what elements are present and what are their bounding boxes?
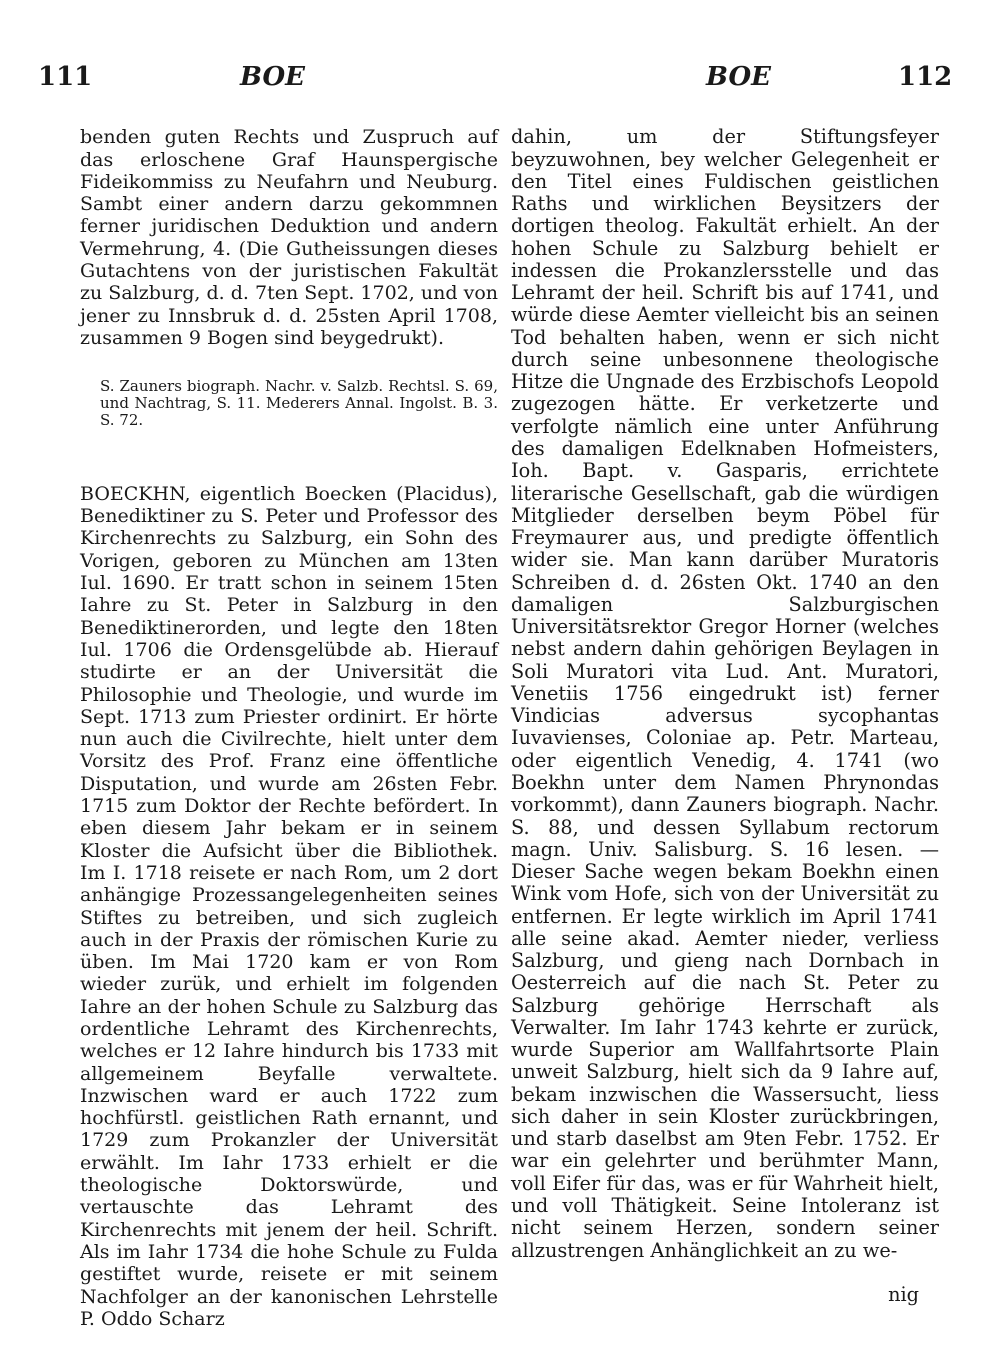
catchword: nig bbox=[888, 1283, 919, 1307]
right-column bbox=[511, 104, 939, 1329]
page-number-right: 112 bbox=[898, 62, 953, 92]
running-head-right: BOE bbox=[706, 62, 771, 92]
right-paragraph: dahin, um der Stiftungsfeyer beyzuwohnen, bey welcher Gelegenheit er den Titel eines Fuldischen geistlichen Raths und wirklichen Beysitzers der dortigen theolog. Fakultät erhielt. An der hohen Schule zu Salzburg behielt er indessen die Prokanzlersstelle und das Lehramt der heil. Schrift bis auf 1741, und würde diese Aemter vielleicht bis an seinen Tod behalten haben, wenn er sich nicht durch seine unbesonnene theologische Hitze die Ungnade des Erzbischofs Leopold zugezogen hätte. Er verketzerte und verfolgte nämlich eine unter Anführung des damaligen Edelknaben Hofmeisters, Ioh. Bapt. v. Gasparis, errichtete literarische Gesellschaft, gab die würdigen Mitglieder derselben beym Pöbel für Freymaurer aus, und predigte öffentlich wider sie. Man kann darüber Muratoris Schreiben d. d. 26sten Okt. 1740 an den damaligen Salzburgischen Universitätsrektor Gregor Horner (welches nebst andern dahin gehörigen Beylagen in Soli Muratori vita Lud. Ant. Muratori, Venetiis 1756 eingedrukt ist) ferner Vindicias adversus sycophantas Iuvavienses, Coloniae ap. Petr. Marteau, oder eigentlich Venedig, 4. 1741 (wo Boekhn unter dem Namen Phrynondas vorkommt), dann Zauners biograph. Nachr. S. 88, und dessen Syllabum rectorum magn. Univ. Salisburg. S. 16 lesen. — Dieser Sache wegen bekam Boekhn einen Wink vom Hofe, sich von der Universität zu entfernen. Er legte wirklich im April 1741 alle seine akad. Aemter nieder, verliess Salzburg, und gieng nach Dornbach in Oesterreich auf die nach St. Peter zu Salzburg gehörige Herrschaft als Verwalter. Im Iahr 1743 kehrte er zurück, wurde Superior am Wallfahrtsorte Plain unweit Salzburg, hielt sich da 9 Iahre auf, bekam inzwischen die Wassersucht, liess sich daher in sein Kloster zurückbringen, und starb daselbst am 9ten Febr. 1752. Er war ein gelehrter und berühmter Mann, voll Eifer für das, was er für Wahrheit hielt, und voll Thätigkeit. Seine Intoleranz ist nicht seinem Herzen, sondern seiner allzustrengen Anhänglichkeit an zu we- bbox=[511, 125, 939, 1262]
left-column bbox=[80, 104, 498, 1352]
left-paragraph-continuation: benden guten Rechts und Zuspruch auf das erloschene Graf Haunspergische Fideikommiss zu Neufahrn und Neuburg. Sambt einer andern darzu gekommnen ferner juridischen Deduktion und andern Vermehrung, 4. (Die Gutheissungen dieses Gutachtens von der juristischen Fakultät zu Salzburg, d. d. 7ten Sept. 1702, und von jener zu Innsbruk d. d. 25sten April 1708, zusammen 9 Bogen sind beygedrukt). bbox=[80, 126, 498, 349]
reference-note: S. Zauners biograph. Nachr. v. Salzb. Rechtsl. S. 69, und Nachtrag, S. 11. Mederers Annal. Ingolst. B. 3. S. 72. bbox=[100, 376, 498, 429]
entry-boeckhn: BOECKHN, eigentlich Boecken (Placidus), Benediktiner zu S. Peter und Professor des Kirchenrechts zu Salzburg, ein Sohn des Vorigen, geboren zu München am 13ten Iul. 1690. Er tratt schon in seinem 15ten Iahre zu St. Peter in Salzburg in den Benediktinerorden, und legte den 18ten Iul. 1706 die Ordensgelübde ab. Hierauf studirte er an der Universität die Philosophie und Theologie, und wurde im Sept. 1713 zum Priester ordinirt. Er hörte nun auch die Civilrechte, hielt unter dem Vorsitz des Prof. Franz eine öffentliche Disputation, und wurde am 26sten Febr. 1715 zum Doktor der Rechte befördert. In eben diesem Jahr bekam er in seinem Kloster die Aufsicht über die Bibliothek. Im I. 1718 reisete er nach Rom, um 2 dort anhängige Prozessangelegenheiten seines Stiftes zu betreiben, und sich zugleich auch in der Praxis der römischen Kurie zu üben. Im Mai 1720 kam er von Rom wieder zurük, und erhielt im folgenden Iahre an der hohen Schule zu Salzburg das ordentliche Lehramt des Kirchenrechts, welches er 12 Iahre hindurch bis 1733 mit allgemeinem Beyfalle verwaltete. Inzwischen ward er auch 1722 zum hochfürstl. geistlichen Rath ernannt, und 1729 zum Prokanzler der Universität erwählt. Im Iahr 1733 erhielt er die theologische Doktorswürde, und vertauschte das Lehramt des Kirchenrechts mit jenem der heil. Schrift. Als im Iahr 1734 die hohe Schule zu Fulda gestiftet wurde, reisete er mit seinem Nachfolger an der kanonischen Lehrstelle P. Oddo Scharz bbox=[80, 482, 498, 1330]
running-head-left: BOE bbox=[240, 62, 305, 92]
page-number-left: 111 bbox=[38, 62, 93, 92]
